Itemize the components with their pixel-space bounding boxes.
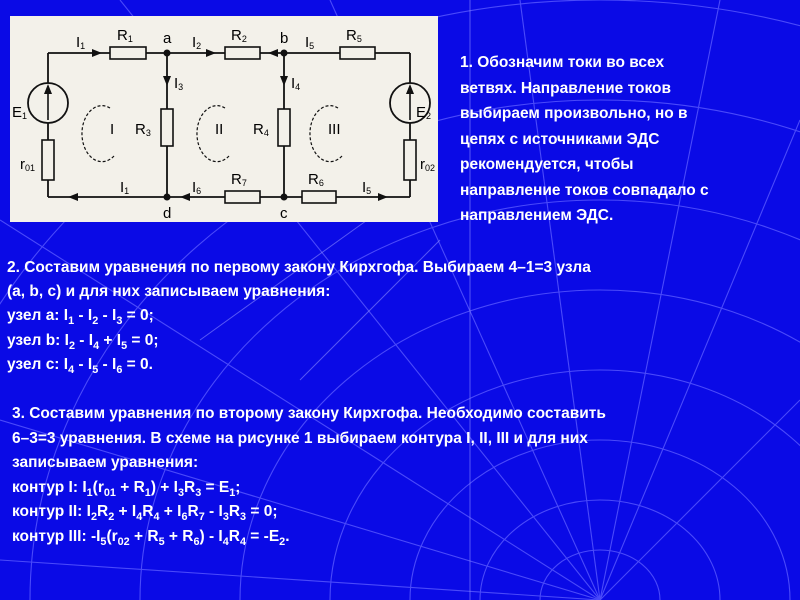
- resistor-R6: [302, 191, 336, 203]
- label-R6: R6: [308, 171, 324, 188]
- resistor-R4: [278, 109, 290, 146]
- label-r02: r02: [420, 156, 436, 173]
- node-b-dot: [281, 50, 288, 57]
- step3-heading: 3. Составим уравнения по второму закону Кирхгофа. Необходимо составить: [12, 405, 606, 422]
- resistor-R2: [225, 47, 260, 59]
- step1-line: цепях с источниками ЭДС: [460, 130, 660, 148]
- label-node-c: c: [280, 205, 288, 222]
- label-I4: I4: [291, 75, 301, 92]
- label-R2: R2: [231, 27, 247, 44]
- circuit-diagram: [10, 16, 438, 222]
- label-R7: R7: [231, 171, 247, 188]
- label-I2: I2: [192, 34, 202, 51]
- step1-line: 1. Обозначим токи во всех: [460, 54, 665, 71]
- resistor-r02: [404, 140, 416, 180]
- label-loop-III: III: [328, 121, 341, 138]
- step1-line: рекомендуется, чтобы: [460, 156, 634, 173]
- resistor-R7: [225, 191, 260, 203]
- label-I1-bottom: I1: [120, 179, 130, 196]
- node-c-dot: [281, 194, 288, 201]
- label-r01: r01: [20, 156, 36, 173]
- equation-node-b: узел b: $I_2 - I_4 + I_5 = 0$;: [7, 331, 159, 352]
- equation-node-a: узел а: $I_1 - I_2 - I_3 = 0$;: [7, 307, 154, 328]
- node-a-dot: [164, 50, 171, 57]
- step3-heading-2: 6–3=3 уравнения. В схеме на рисунке 1 выбираем контура I, II, III и для них: [12, 429, 588, 447]
- equation-loop-I: контур I: $I_1(r_{01} + R_1) + I_3R_3 = E_1$;: [12, 478, 241, 499]
- label-R5: R5: [346, 27, 362, 44]
- step1-line: направление токов совпадало с: [460, 181, 709, 199]
- label-I6: I6: [192, 179, 202, 196]
- label-node-a: a: [163, 30, 172, 47]
- label-I3: I3: [174, 75, 184, 92]
- circuit-schematic: [10, 16, 438, 222]
- label-E1: E1: [12, 104, 28, 121]
- label-I5-bottom: I5: [362, 179, 372, 196]
- step2-heading: 2. Составим уравнения по первому закону Кирхгофа. Выбираем 4–1=3 узла: [7, 259, 591, 276]
- label-loop-I: I: [110, 121, 115, 138]
- resistor-R1: [110, 47, 146, 59]
- label-R1: R1: [117, 27, 133, 44]
- label-I1-top: I1: [76, 34, 86, 51]
- node-d-dot: [164, 194, 171, 201]
- label-node-b: b: [280, 30, 289, 47]
- label-loop-II: II: [215, 121, 224, 138]
- equation-node-c: узел с: $I_4 - I_5 - I_6 = 0$.: [7, 355, 153, 376]
- step1-line: направлением ЭДС.: [460, 207, 614, 224]
- loop-arrow-II: [197, 106, 229, 162]
- equation-loop-II: контур II: $I_2R_2 + I_4R_4 + I_6R_7 - I_3R_3 = 0$;: [12, 503, 278, 523]
- resistor-R3: [161, 109, 173, 146]
- step1-line: ветвях. Направление токов: [460, 79, 672, 97]
- step3-subheading: записываем уравнения:: [12, 454, 199, 471]
- label-R4: R4: [253, 121, 269, 138]
- resistor-R5: [340, 47, 375, 59]
- label-R3: R3: [135, 121, 151, 138]
- step3-text: [12, 402, 792, 549]
- label-I5-top: I5: [305, 34, 315, 51]
- step2-subheading: (a, b, c) и для них записываем уравнения:: [7, 283, 331, 301]
- equation-loop-III: контур III: $-I_5(r_{02} + R_5 + R_6) - I_4R_4 = -E_2$.: [12, 527, 290, 548]
- step1-text: [460, 50, 790, 229]
- resistor-r01: [42, 140, 54, 180]
- step1-line: выбираем произвольно, но в: [460, 105, 688, 122]
- label-node-d: d: [163, 205, 172, 222]
- label-E2: E2: [416, 104, 432, 121]
- step2-text: [7, 256, 787, 377]
